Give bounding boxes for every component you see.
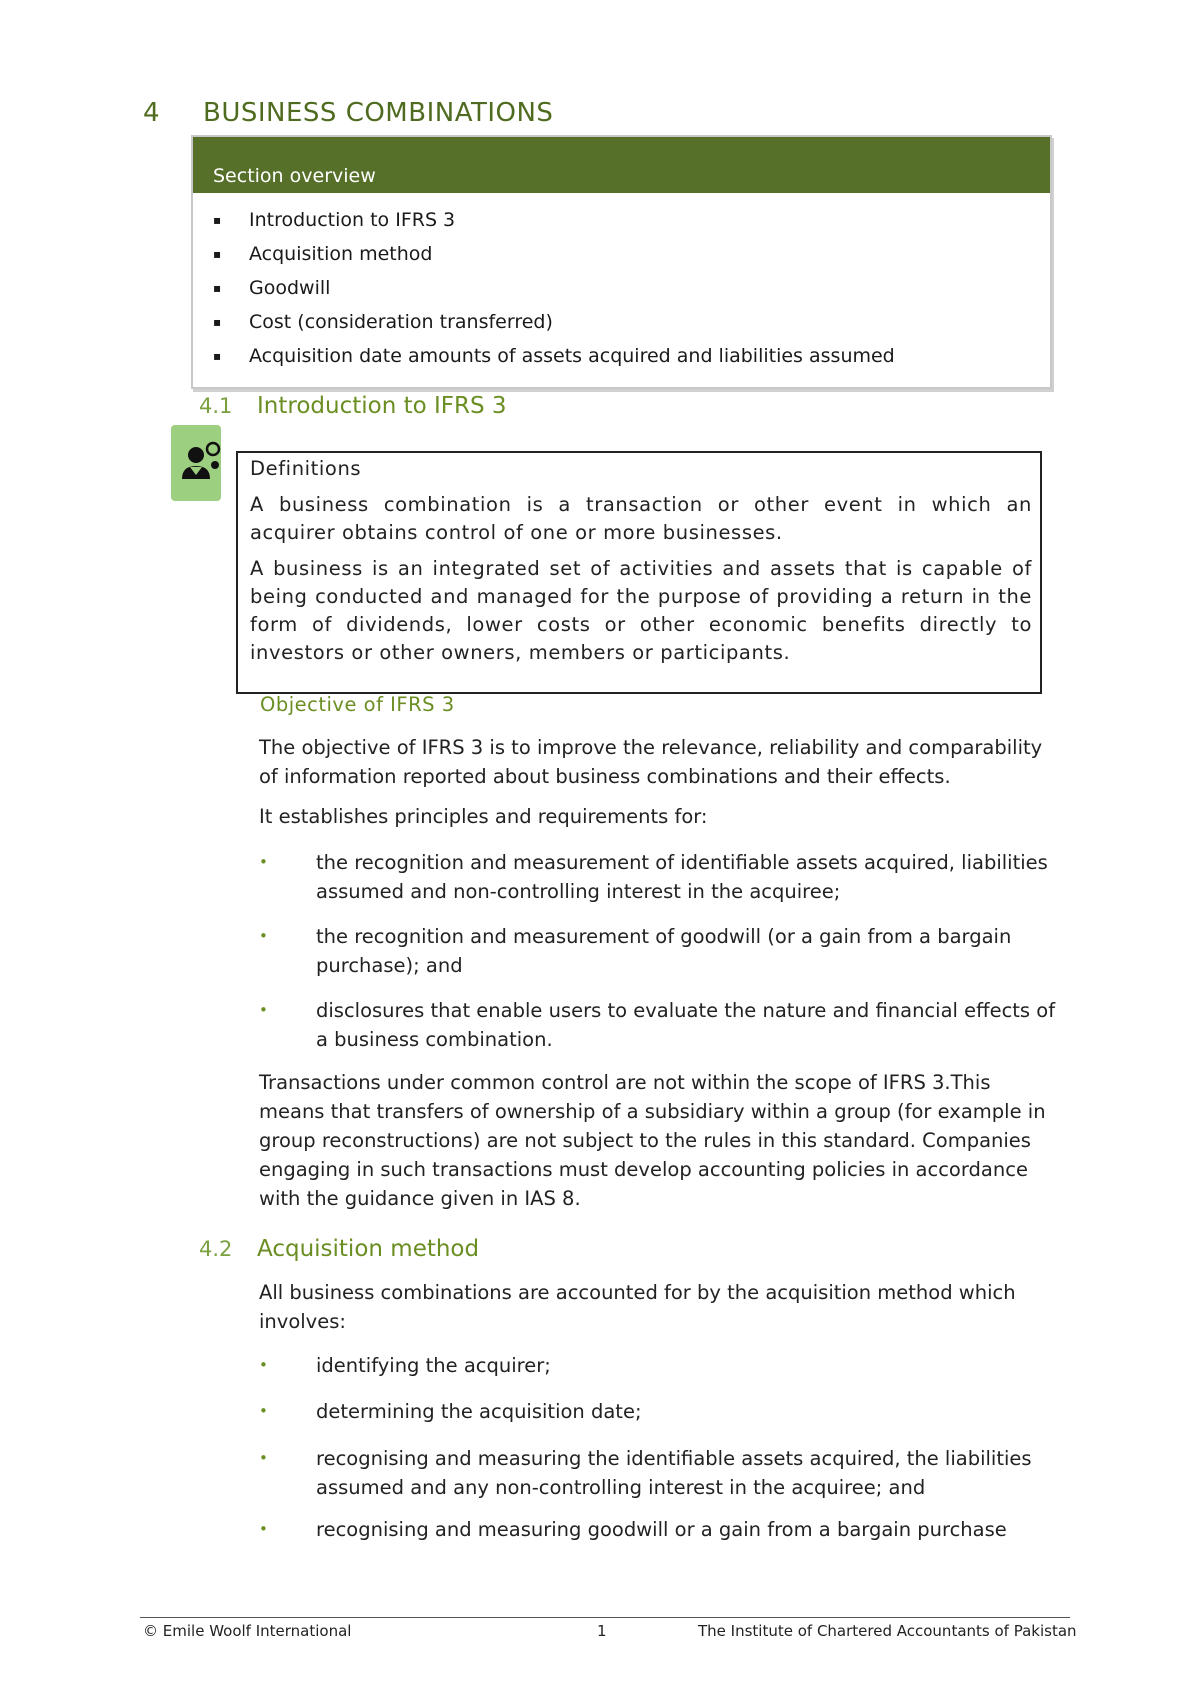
section-title: Introduction to IFRS 3 [257,393,507,419]
section-heading-4-1 [199,393,507,419]
definitions-title: Definitions [250,457,362,480]
list-item-text: the recognition and measurement of goodwill (or a gain from a bargain purchase); and [316,925,1012,977]
overview-item-text: Acquisition date amounts of assets acquired and liabilities assumed [249,345,895,367]
bullet-icon: ▪ [213,349,222,363]
list-item-text: identifying the acquirer; [316,1354,551,1377]
list-item [259,1444,1059,1502]
list-item [259,922,1059,980]
section-title: Acquisition method [257,1236,480,1262]
bullet-icon: • [259,927,268,945]
section-overview-box [191,135,1052,389]
common-control-paragraph: Transactions under common control are not within the scope of IFRS 3.This means that transfers of ownership of a subsidiary within a group (for example in group reconstructions) are not subject to the rules in this standard. Companies engaging in such transactions must develop accounting policies in accordance with the guidance given in IAS 8. [259,1071,1046,1210]
chapter-heading [143,98,553,128]
list-item [259,1351,1059,1380]
bullet-icon: • [259,1449,268,1467]
chapter-number: 4 [143,98,161,128]
bullet-icon: ▪ [213,315,222,329]
bullet-icon: • [259,1356,268,1374]
chapter-title: BUSINESS COMBINATIONS [203,98,554,128]
list-item-text: disclosures that enable users to evaluate the nature and financial effects of a business combination. [316,999,1056,1051]
objective-heading: Objective of IFRS 3 [260,693,455,716]
list-item-text: recognising and measuring the identifiable assets acquired, the liabilities assumed and any non-controlling interest in the acquiree; and [316,1447,1032,1499]
list-item [259,848,1059,906]
bullet-icon: • [259,1402,268,1420]
footer-institute: The Institute of Chartered Accountants of Pakistan [698,1622,1077,1640]
definition-business: A business is an integrated set of activities and assets that is capable of being conducted and managed for the purpose of providing a return in the form of dividends, lower costs or other economic benefits directly to investors or other owners, members or participants. [250,557,1032,664]
section-overview-list [193,193,1050,375]
overview-item-text: Cost (consideration transferred) [249,311,553,333]
list-item [259,996,1059,1054]
footer-page-number: 1 [597,1622,607,1640]
list-item-text: the recognition and measurement of identifiable assets acquired, liabilities assumed and non-controlling interest in the acquiree; [316,851,1048,903]
section-heading-4-2 [199,1236,479,1262]
bullet-icon: • [259,1001,268,1019]
list-item-text: determining the acquisition date; [316,1400,642,1423]
overview-item-text: Introduction to IFRS 3 [249,209,456,231]
acquisition-intro: All business combinations are accounted for by the acquisition method which involves: [259,1281,1016,1333]
footer-divider [140,1617,1070,1618]
overview-item [213,341,1050,375]
list-item-text: recognising and measuring goodwill or a gain from a bargain purchase [316,1518,1007,1541]
principles-intro: It establishes principles and requirements for: [259,805,708,828]
footer-copyright: © Emile Woolf International [143,1622,352,1640]
bullet-icon: • [259,853,268,871]
overview-item [213,307,1050,341]
overview-item-text: Goodwill [249,277,331,299]
objective-paragraph: The objective of IFRS 3 is to improve the relevance, reliability and comparability of information reported about business combinations and their effects. [259,736,1043,788]
list-item [259,1397,1059,1426]
list-item [259,1515,1059,1544]
person-speech-icon [171,425,221,501]
section-number: 4.1 [199,394,233,418]
overview-item-text: Acquisition method [249,243,433,265]
bullet-icon: ▪ [213,247,222,261]
bullet-icon: • [259,1520,268,1538]
section-overview-title: Section overview [193,137,1050,193]
overview-item [213,273,1050,307]
overview-item [213,205,1050,239]
definitions-box [236,451,1042,694]
definition-business-combination: A business combination is a transaction or other event in which an acquirer obtains control of one or more businesses. [250,493,1032,544]
bullet-icon: ▪ [213,281,222,295]
bullet-icon: ▪ [213,213,222,227]
section-number: 4.2 [199,1237,233,1261]
overview-item [213,239,1050,273]
